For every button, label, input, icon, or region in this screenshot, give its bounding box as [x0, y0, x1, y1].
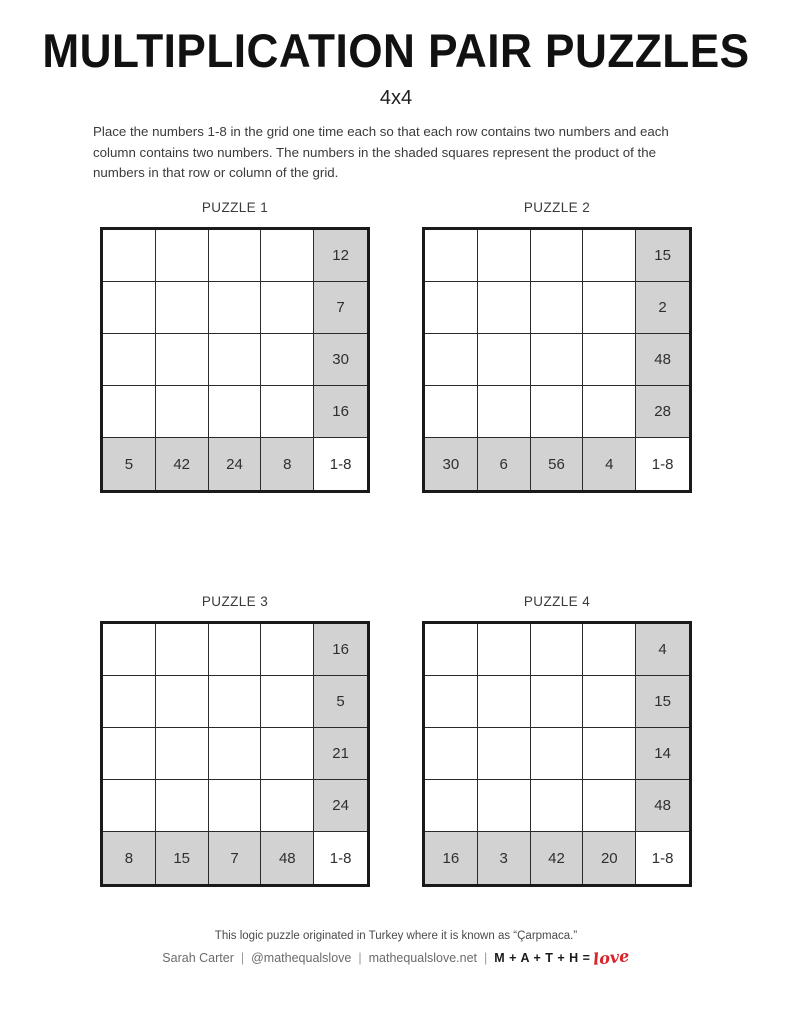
column-product-cell: 56	[531, 438, 584, 490]
puzzle-label-3: PUZZLE 3	[201, 594, 269, 609]
cell-empty[interactable]	[209, 624, 262, 676]
puzzle-label-2: PUZZLE 2	[523, 200, 591, 215]
cell-empty[interactable]	[209, 386, 262, 438]
cell-empty[interactable]	[156, 282, 209, 334]
cell-empty[interactable]	[156, 386, 209, 438]
cell-empty[interactable]	[261, 282, 314, 334]
column-product-cell: 16	[425, 832, 478, 884]
cell-empty[interactable]	[425, 334, 478, 386]
footer-website-link[interactable]: mathequalslove.net	[368, 950, 478, 965]
cell-empty[interactable]	[261, 230, 314, 282]
column-product-cell: 4	[583, 438, 636, 490]
range-label-cell: 1-8	[314, 438, 367, 490]
row-product-cell: 7	[314, 282, 367, 334]
cell-empty[interactable]	[209, 676, 262, 728]
footer-origin-note: This logic puzzle originated in Turkey where it is known as “Çarpmaca.”	[214, 930, 578, 942]
cell-empty[interactable]	[425, 624, 478, 676]
cell-empty[interactable]	[156, 728, 209, 780]
cell-empty[interactable]	[531, 334, 584, 386]
column-product-cell: 42	[531, 832, 584, 884]
row-product-cell: 4	[636, 624, 689, 676]
brand-logo-love: love	[592, 946, 631, 969]
cell-empty[interactable]	[103, 282, 156, 334]
row-product-cell: 28	[636, 386, 689, 438]
puzzle-grid-1	[100, 227, 370, 493]
cell-empty[interactable]	[209, 334, 262, 386]
range-label-cell: 1-8	[636, 832, 689, 884]
cell-empty[interactable]	[583, 230, 636, 282]
cell-empty[interactable]	[531, 676, 584, 728]
cell-empty[interactable]	[425, 676, 478, 728]
cell-empty[interactable]	[103, 334, 156, 386]
row-product-cell: 15	[636, 230, 689, 282]
row-product-cell: 48	[636, 334, 689, 386]
cell-empty[interactable]	[583, 780, 636, 832]
cell-empty[interactable]	[531, 282, 584, 334]
brand-logo-math: M + A + T + H =	[494, 950, 591, 965]
footer-credits	[0, 948, 792, 967]
puzzle-label-4: PUZZLE 4	[523, 594, 591, 609]
cell-empty[interactable]	[261, 386, 314, 438]
cell-empty[interactable]	[425, 386, 478, 438]
row-product-cell: 5	[314, 676, 367, 728]
cell-empty[interactable]	[583, 282, 636, 334]
cell-empty[interactable]	[531, 386, 584, 438]
row-product-cell: 48	[636, 780, 689, 832]
column-product-cell: 48	[261, 832, 314, 884]
cell-empty[interactable]	[261, 334, 314, 386]
column-product-cell: 30	[425, 438, 478, 490]
footer-handle: @mathequalslove	[251, 950, 352, 965]
row-product-cell: 15	[636, 676, 689, 728]
cell-empty[interactable]	[583, 334, 636, 386]
column-product-cell: 8	[103, 832, 156, 884]
puzzle-label-1: PUZZLE 1	[201, 200, 269, 215]
row-product-cell: 24	[314, 780, 367, 832]
row-product-cell: 21	[314, 728, 367, 780]
cell-empty[interactable]	[425, 230, 478, 282]
row-product-cell: 14	[636, 728, 689, 780]
row-product-cell: 16	[314, 624, 367, 676]
column-product-cell: 8	[261, 438, 314, 490]
cell-empty[interactable]	[103, 386, 156, 438]
cell-empty[interactable]	[156, 780, 209, 832]
cell-empty[interactable]	[531, 728, 584, 780]
column-product-cell: 15	[156, 832, 209, 884]
puzzle-grid-3	[100, 621, 370, 887]
cell-empty[interactable]	[261, 624, 314, 676]
cell-empty[interactable]	[156, 624, 209, 676]
range-label-cell: 1-8	[636, 438, 689, 490]
page-subtitle: 4x4	[379, 87, 413, 109]
cell-empty[interactable]	[425, 728, 478, 780]
range-label-cell: 1-8	[314, 832, 367, 884]
cell-empty[interactable]	[261, 780, 314, 832]
cell-empty[interactable]	[583, 624, 636, 676]
row-product-cell: 30	[314, 334, 367, 386]
footer-author: Sarah Carter	[162, 950, 234, 965]
column-product-cell: 7	[209, 832, 262, 884]
puzzle-grid-2	[422, 227, 692, 493]
page-title: MULTIPLICATION PAIR PUZZLES	[42, 24, 750, 77]
cell-empty[interactable]	[156, 334, 209, 386]
cell-empty[interactable]	[425, 780, 478, 832]
cell-empty[interactable]	[156, 676, 209, 728]
cell-empty[interactable]	[478, 728, 531, 780]
cell-empty[interactable]	[583, 676, 636, 728]
cell-empty[interactable]	[478, 624, 531, 676]
cell-empty[interactable]	[209, 728, 262, 780]
footer-separator-3: |	[484, 950, 488, 965]
cell-empty[interactable]	[156, 230, 209, 282]
cell-empty[interactable]	[531, 230, 584, 282]
cell-empty[interactable]	[478, 282, 531, 334]
cell-empty[interactable]	[531, 780, 584, 832]
cell-empty[interactable]	[103, 230, 156, 282]
cell-empty[interactable]	[583, 386, 636, 438]
footer	[0, 930, 792, 967]
column-product-cell: 20	[583, 832, 636, 884]
footer-separator-2: |	[358, 950, 362, 965]
cell-empty[interactable]	[583, 728, 636, 780]
row-product-cell: 16	[314, 386, 367, 438]
cell-empty[interactable]	[103, 676, 156, 728]
cell-empty[interactable]	[531, 624, 584, 676]
cell-empty[interactable]	[103, 624, 156, 676]
cell-empty[interactable]	[209, 230, 262, 282]
column-product-cell: 5	[103, 438, 156, 490]
puzzle-grid-4	[422, 621, 692, 887]
column-product-cell: 3	[478, 832, 531, 884]
cell-empty[interactable]	[478, 780, 531, 832]
column-product-cell: 42	[156, 438, 209, 490]
cell-empty[interactable]	[103, 780, 156, 832]
cell-empty[interactable]	[103, 728, 156, 780]
cell-empty[interactable]	[425, 282, 478, 334]
cell-empty[interactable]	[261, 728, 314, 780]
cell-empty[interactable]	[209, 780, 262, 832]
instructions-text: Place the numbers 1-8 in the grid one time each so that each row contains two numbers and each column contains two numbers. The numbers in the shaded squares represent the product of the numbers in that row or column of the grid.	[93, 124, 669, 181]
cell-empty[interactable]	[209, 282, 262, 334]
cell-empty[interactable]	[261, 676, 314, 728]
column-product-cell: 24	[209, 438, 262, 490]
footer-separator-1: |	[240, 950, 245, 965]
cell-empty[interactable]	[478, 676, 531, 728]
row-product-cell: 12	[314, 230, 367, 282]
column-product-cell: 6	[478, 438, 531, 490]
row-product-cell: 2	[636, 282, 689, 334]
cell-empty[interactable]	[478, 230, 531, 282]
cell-empty[interactable]	[478, 334, 531, 386]
cell-empty[interactable]	[478, 386, 531, 438]
